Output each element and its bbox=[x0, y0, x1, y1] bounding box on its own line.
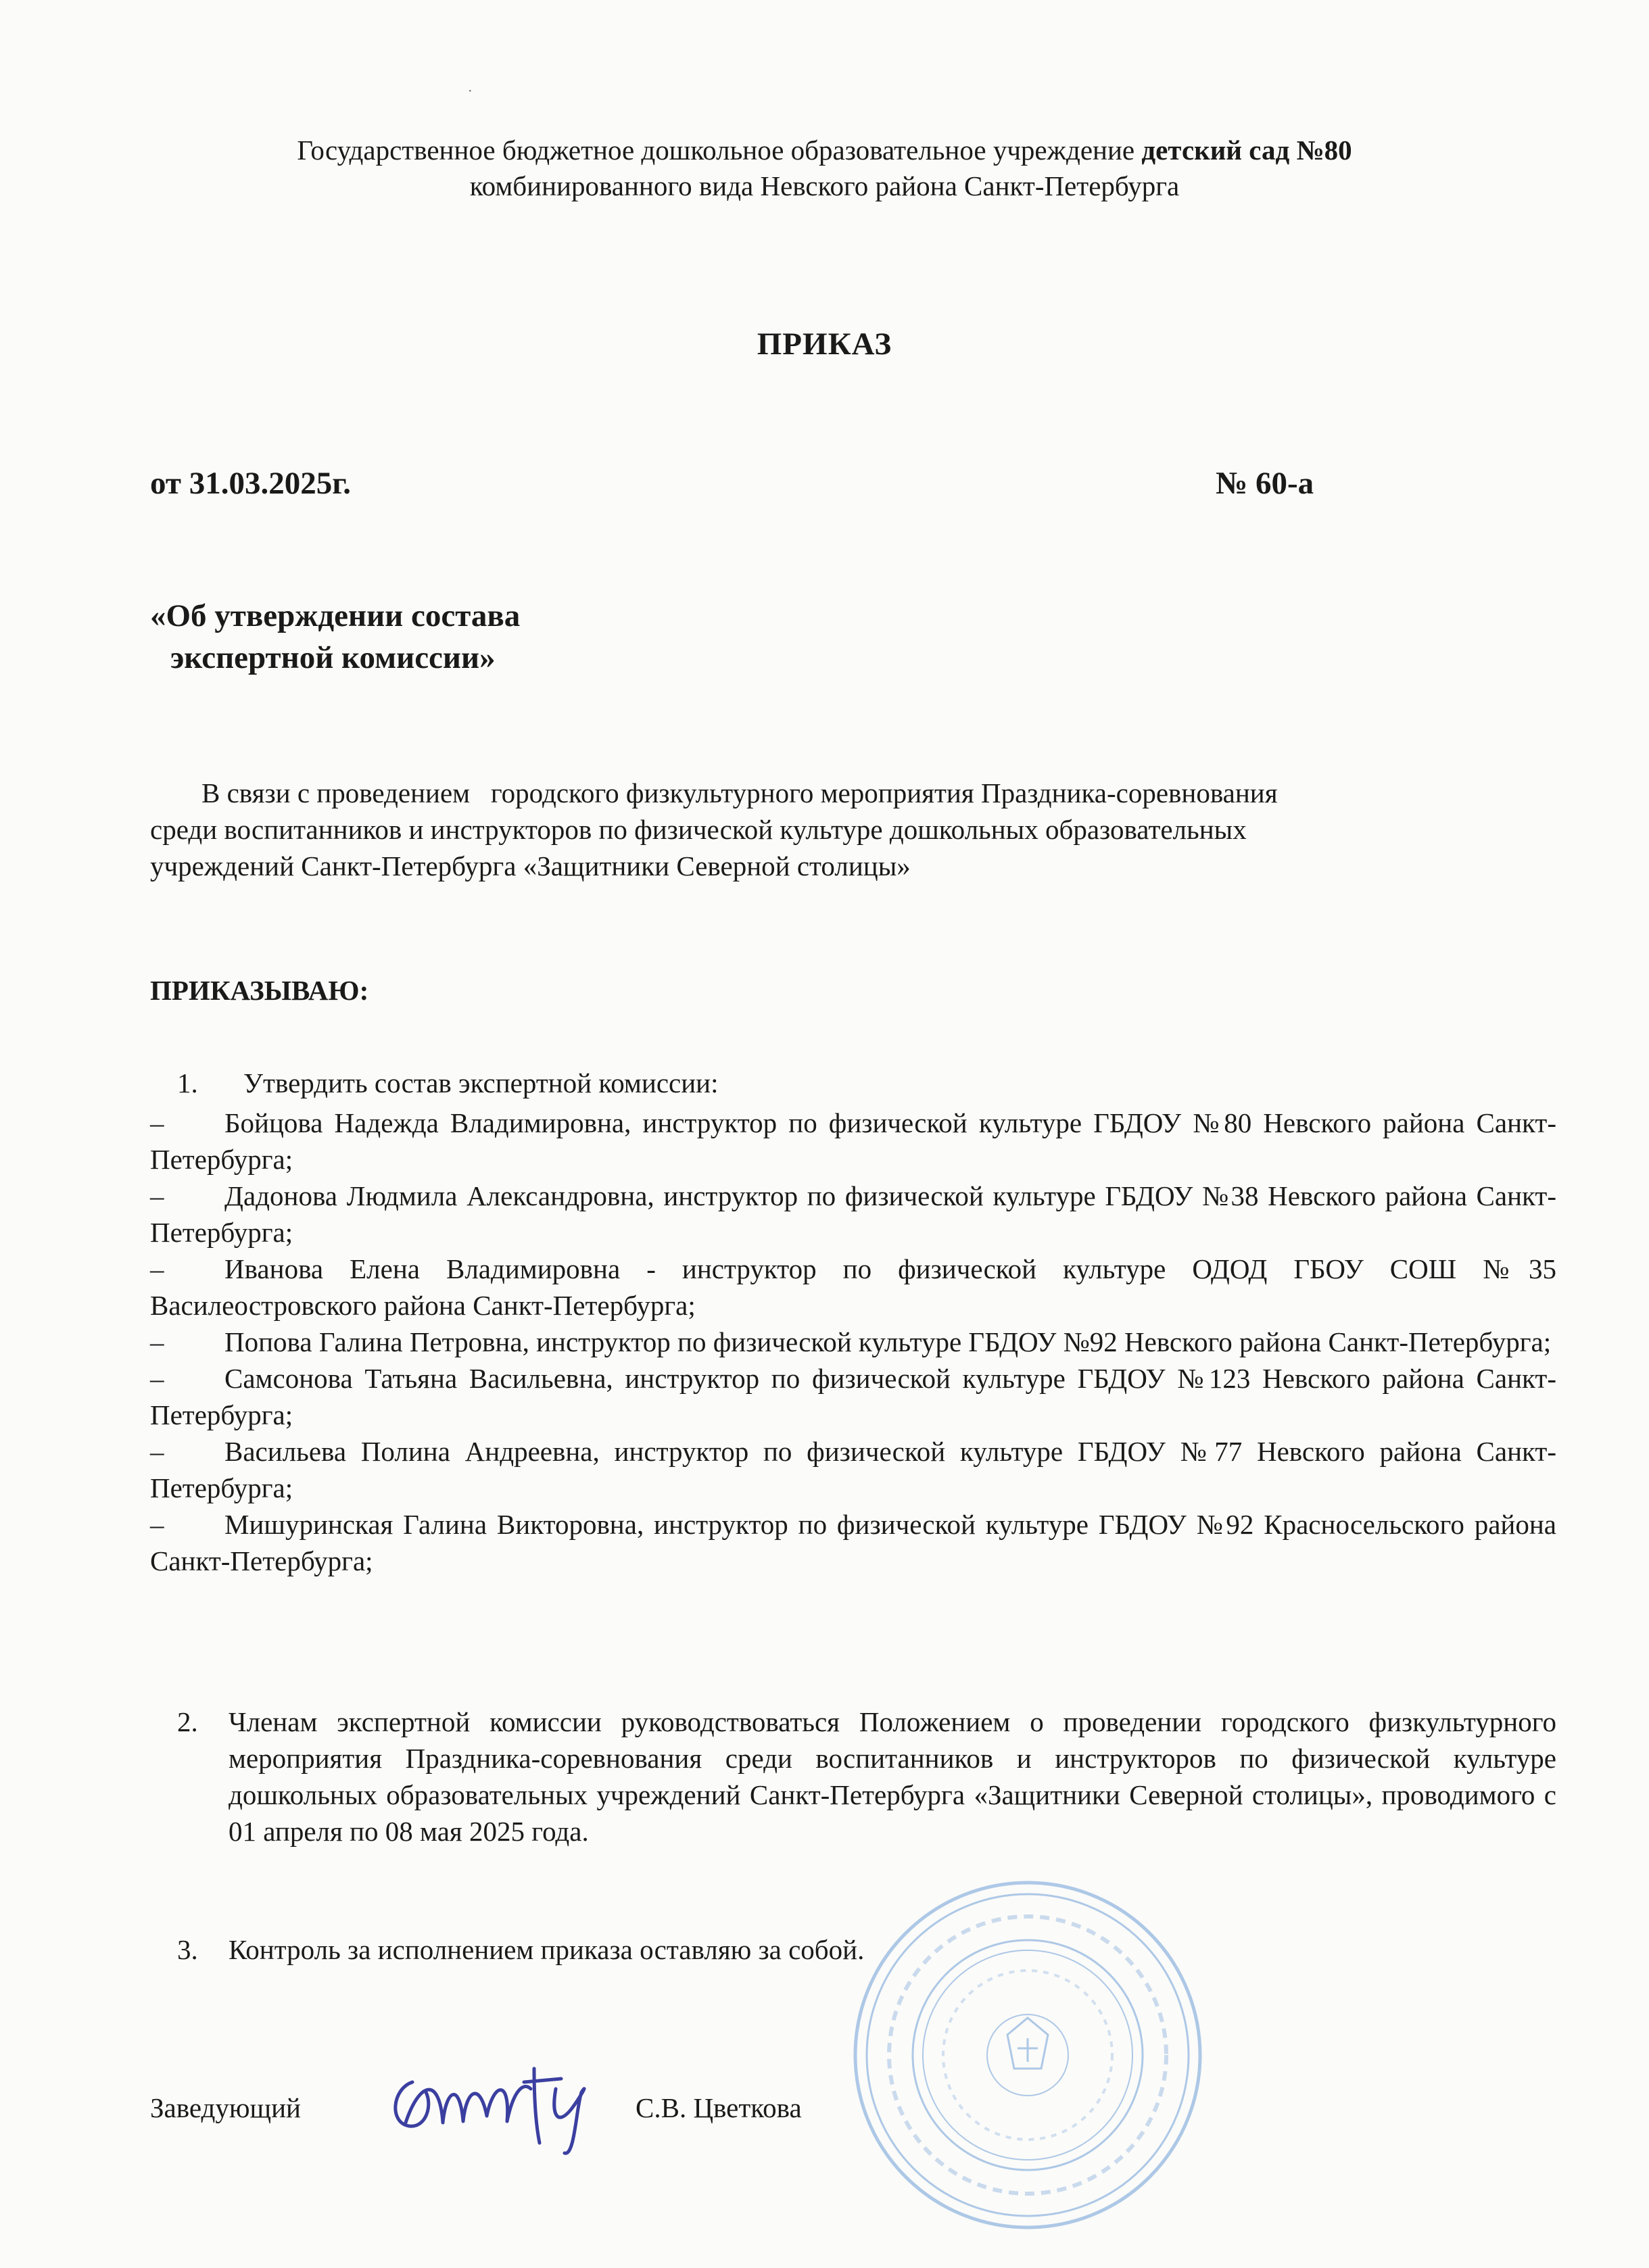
dash-marker: – bbox=[150, 1509, 164, 1540]
order-date: от 31.03.2025г. bbox=[150, 466, 352, 501]
intro-line-3: учреждений Санкт-Петербурга «Защитники Северной столицы» bbox=[150, 850, 911, 882]
list-item bbox=[150, 1251, 1556, 1324]
stamp-graphic bbox=[845, 1866, 1210, 2244]
dash-marker: – bbox=[150, 1436, 164, 1467]
member-text: Бойцова Надежда Владимировна, инструктор по физической культуре ГБДОУ №80 Невского района Санкт-Петербурга; bbox=[150, 1107, 1556, 1175]
item-2-text: Членам экспертной комиссии руководствоваться Положением о проведении городского физкультурного мероприятия Праздника-соревнования среди воспитанников и инструкторов по физической культуре дошкольных образовательных учреждений Санкт-Петербурга «Защитники Северной столицы», проводимого с 01 апреля по 08 мая 2025 года. bbox=[229, 1706, 1556, 1847]
document-header bbox=[0, 132, 1649, 204]
dash-marker: – bbox=[150, 1180, 164, 1211]
scan-mark: · bbox=[468, 84, 473, 99]
member-text: Мишуринская Галина Викторовна, инструктор по физической культуре ГБДОУ №92 Красносельского района Санкт-Петербурга; bbox=[150, 1509, 1556, 1576]
list-item bbox=[150, 1324, 1556, 1360]
list-item bbox=[150, 1506, 1556, 1579]
item-1-text: Утвердить состав экспертной комиссии: bbox=[243, 1067, 719, 1099]
item-2 bbox=[177, 1704, 1556, 1850]
intro-paragraph bbox=[150, 775, 1556, 884]
member-text: Самсонова Татьяна Васильевна, инструктор по физической культуре ГБДОУ №123 Невского района Санкт-Петербурга; bbox=[150, 1363, 1556, 1430]
list-item bbox=[150, 1178, 1556, 1251]
document-title: ПРИКАЗ bbox=[757, 327, 892, 362]
header-line-1 bbox=[0, 132, 1649, 168]
header-institution-type: Государственное бюджетное дошкольное образовательное учреждение bbox=[297, 135, 1135, 166]
subject-line-1: «Об утверждении состава bbox=[150, 598, 521, 633]
list-item bbox=[150, 1433, 1556, 1506]
list-item bbox=[150, 1105, 1556, 1178]
list-item bbox=[150, 1360, 1556, 1433]
order-number: № 60-а bbox=[1216, 466, 1314, 501]
handwritten-signature bbox=[379, 2042, 622, 2163]
dash-marker: – bbox=[150, 1326, 164, 1357]
header-institution-name: детский сад №80 bbox=[1141, 135, 1352, 166]
header-line-2: комбинированного вида Невского района Санкт-Петербурга bbox=[469, 170, 1180, 201]
member-text: Иванова Елена Владимировна - инструктор по физической культуре ОДОД ГБОУ СОШ №35 Василеостровского района Санкт-Петербурга; bbox=[150, 1253, 1556, 1321]
dash-marker: – bbox=[150, 1363, 164, 1394]
item-2-number: 2. bbox=[177, 1706, 198, 1737]
intro-line-1: В связи с проведением городского физкультурного мероприятия Праздника-соревнования bbox=[201, 777, 1278, 809]
signature-graphic bbox=[379, 2042, 622, 2163]
item-3-number: 3. bbox=[177, 1934, 198, 1965]
dash-marker: – bbox=[150, 1253, 164, 1284]
subject-line-2: экспертной комиссии» bbox=[170, 640, 496, 675]
member-text: Васильева Полина Андреевна, инструктор по физической культуре ГБДОУ №77 Невского района Санкт-Петербурга; bbox=[150, 1436, 1556, 1503]
intro-line-2: среди воспитанников и инструкторов по физической культуре дошкольных образовательных bbox=[150, 814, 1247, 845]
member-text: Попова Галина Петровна, инструктор по физической культуре ГБДОУ №92 Невского района Санкт-Петербурга; bbox=[224, 1326, 1552, 1357]
signatory-name: С.В. Цветкова bbox=[636, 2092, 802, 2123]
commission-members-list bbox=[150, 1105, 1556, 1579]
order-subject bbox=[150, 595, 520, 679]
item-3 bbox=[177, 1933, 864, 1966]
member-text: Дадонова Людмила Александровна, инструктор по физической культуре ГБДОУ №38 Невского района Санкт-Петербурга; bbox=[150, 1180, 1556, 1248]
signatory-position: Заведующий bbox=[150, 2092, 301, 2123]
order-keyword: ПРИКАЗЫВАЮ: bbox=[150, 975, 369, 1006]
item-3-text: Контроль за исполнением приказа оставляю за собой. bbox=[229, 1934, 865, 1965]
official-stamp bbox=[845, 1866, 1210, 2244]
item-1-number: 1. bbox=[177, 1067, 198, 1099]
dash-marker: – bbox=[150, 1107, 164, 1138]
